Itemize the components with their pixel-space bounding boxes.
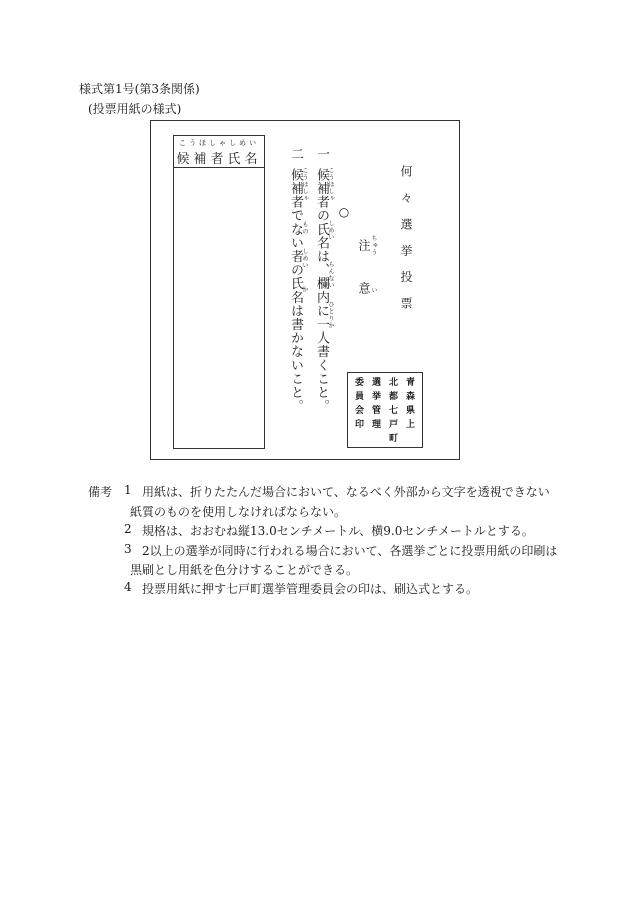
name-label-ruby: こうほしゃしめい [179, 139, 259, 147]
seal-col-4: 委員会印 [353, 377, 363, 433]
note-1-line-1: 用紙は、折りたたんだ場合において、なるべく外部から文字を透視できない [142, 485, 550, 499]
item1-mark: 一 [314, 147, 329, 160]
notice-circle: ○ [337, 205, 351, 219]
notice-i-ruby: い [370, 287, 377, 294]
item2-ruby-1: こうほしゃ [301, 167, 308, 202]
note-2-line-1: 規格は、おおむね縦13.0センチメートル、横9.0センチメートルとする。 [142, 524, 534, 538]
item1-ruby-1: こうほしゃ [327, 167, 334, 202]
seal-col-3: 選挙管理 [370, 377, 380, 433]
note-3-number: 3 [124, 542, 132, 556]
note-3-line-1: 2以上の選挙が同時に行われる場合において、各選挙ごとに投票用紙の印刷は [142, 544, 558, 558]
name-label: 候補者氏名 [176, 152, 262, 167]
note-2-number: 2 [124, 522, 132, 536]
item1-ruby-3: らんない [327, 261, 334, 289]
seal-col-1: 青森県上 [404, 377, 414, 433]
note-1-number: 1 [124, 483, 132, 497]
note-1-line-2: 紙質のものを使用しなければならない。 [130, 505, 347, 519]
item1-ruby-4: ひとりか [327, 301, 334, 329]
candidate-name-header [174, 136, 264, 168]
ballot-sample [150, 120, 460, 460]
form-number: 様式第1号(第3条関係) [79, 82, 200, 96]
seal-col-2: 北都七戸町 [387, 377, 397, 447]
note-3-line-2: 黒刷とし用紙を色分けすることができる。 [130, 563, 359, 577]
candidate-name-box [173, 135, 265, 449]
item2-text: 候補者でない者の氏名は書かないこと。 [288, 168, 303, 413]
form-subtitle: (投票用紙の様式) [88, 102, 182, 116]
ballot-title: 何々選挙投票 [399, 165, 413, 324]
item2-ruby-4: か [301, 286, 308, 293]
item1-text: 候補者の氏名は、欄内に一人書くこと。 [314, 168, 329, 413]
item2-mark: 二 [288, 147, 303, 160]
notice-i: 意 [357, 282, 371, 294]
official-seal [347, 372, 423, 448]
notes-label: 備考 [88, 485, 113, 499]
note-4-number: 4 [124, 580, 132, 594]
item1-ruby-2: しめい [327, 220, 334, 241]
item2-ruby-2: もの [301, 221, 308, 235]
notice-chu-ruby: ちゅう [370, 235, 377, 256]
note-4-line-1: 投票用紙に押す七戸町選挙管理委員会の印は、刷込式とする。 [142, 582, 479, 596]
notice-chu: 注 [357, 239, 371, 251]
item2-ruby-3: しめい [301, 248, 308, 269]
